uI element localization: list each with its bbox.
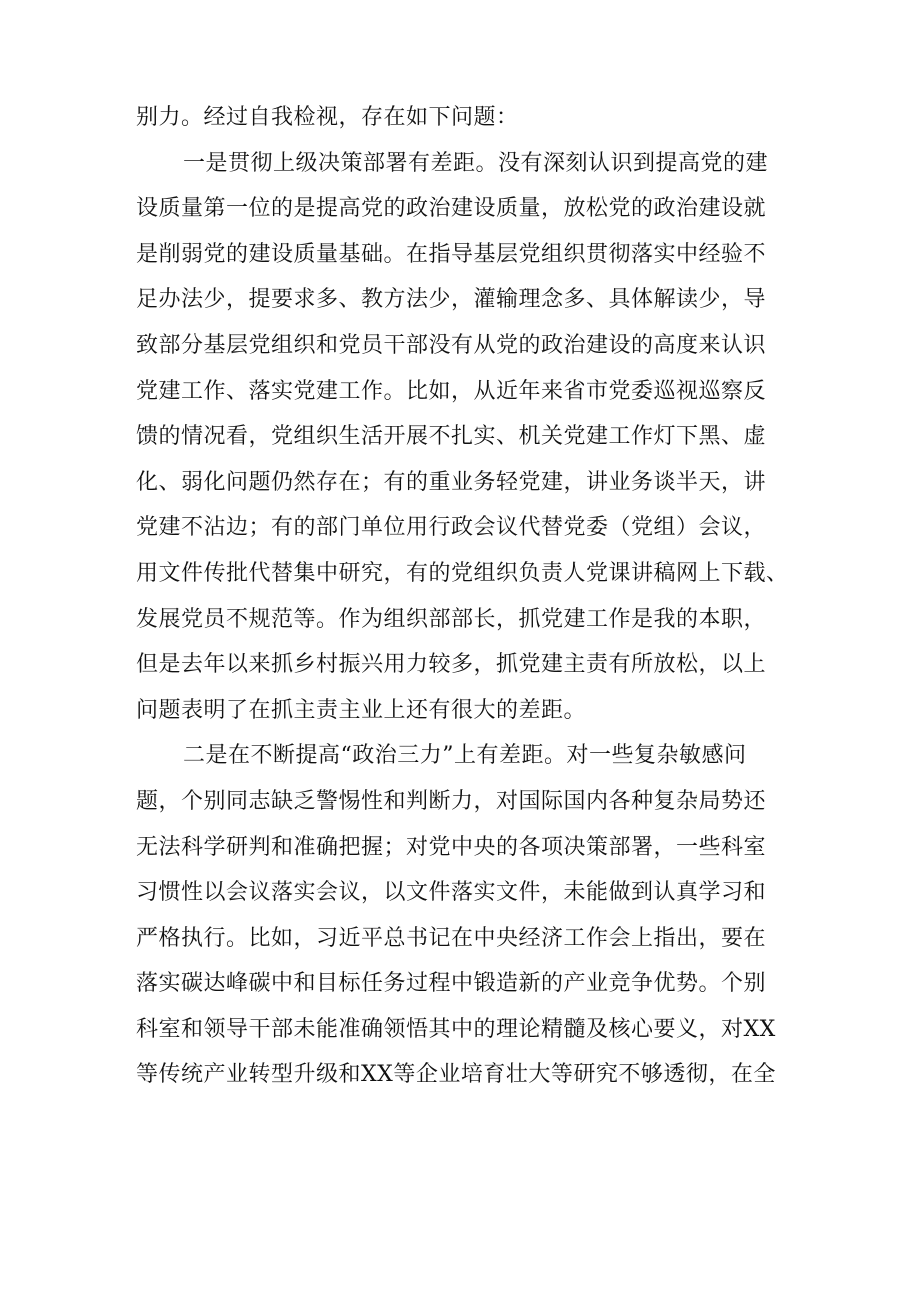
text-line: 设质量第一位的是提高党的政治建设质量，放松党的政治建设就: [136, 196, 767, 222]
text-line: 足办法少，提要求多、教方法少，灌输理念多、具体解读少，导: [136, 287, 767, 313]
text-line: 别力。经过自我检视，存在如下问题：: [136, 105, 519, 130]
text-line: 党建工作、落实党建工作。比如，从近年来省市党委巡视巡察反: [136, 378, 767, 404]
paragraph-1-start: 一是贯彻上级决策部署有差距。没有深刻认识到提高党的建: [183, 150, 769, 176]
text-line: 用文件传批代替集中研究，有的党组织负责人党课讲稿网上下载、: [136, 560, 789, 586]
text-line: 科室和领导干部未能准确领悟其中的理论精髓及核心要义，对XX: [136, 1016, 776, 1042]
text-line: 落实碳达峰碳中和目标任务过程中锻造新的产业竞争优势。个别: [136, 971, 767, 997]
text-line: 是削弱党的建设质量基础。在指导基层党组织贯彻落实中经验不: [136, 241, 767, 267]
text-line: 无法科学研判和准确把握；对党中央的各项决策部署，一些科室: [136, 834, 767, 860]
text-line: 化、弱化问题仍然存在；有的重业务轻党建，讲业务谈半天，讲: [136, 469, 767, 495]
text-line: 馈的情况看，党组织生活开展不扎实、机关党建工作灯下黑、虚: [136, 424, 767, 450]
text-line: 致部分基层党组织和党员干部没有从党的政治建设的高度来认识: [136, 332, 767, 358]
document-body: [136, 95, 796, 1098]
text-line: 题，个别同志缺乏警惕性和判断力，对国际国内各种复杂局势还: [136, 788, 767, 814]
text-line: 发展党员不规范等。作为组织部部长，抓党建工作是我的本职，: [136, 606, 767, 632]
text-line: 党建不沾边；有的部门单位用行政会议代替党委（党组）会议，: [136, 515, 767, 541]
text-line: 问题表明了在抓主责主业上还有很大的差距。: [136, 697, 587, 723]
text-line: 习惯性以会议落实会议，以文件落实文件，未能做到认真学习和: [136, 880, 767, 906]
text-line: 但是去年以来抓乡村振兴用力较多，抓党建主责有所放松，以上: [136, 652, 767, 678]
text-line: 等传统产业转型升级和XX等企业培育壮大等研究不够透彻，在全: [136, 1062, 776, 1088]
paragraph-2-start: 二是在不断提高“政治三力”上有差距。对一些复杂敏感问: [183, 743, 747, 769]
text-line: 严格执行。比如，习近平总书记在中央经济工作会上指出，要在: [136, 925, 767, 951]
